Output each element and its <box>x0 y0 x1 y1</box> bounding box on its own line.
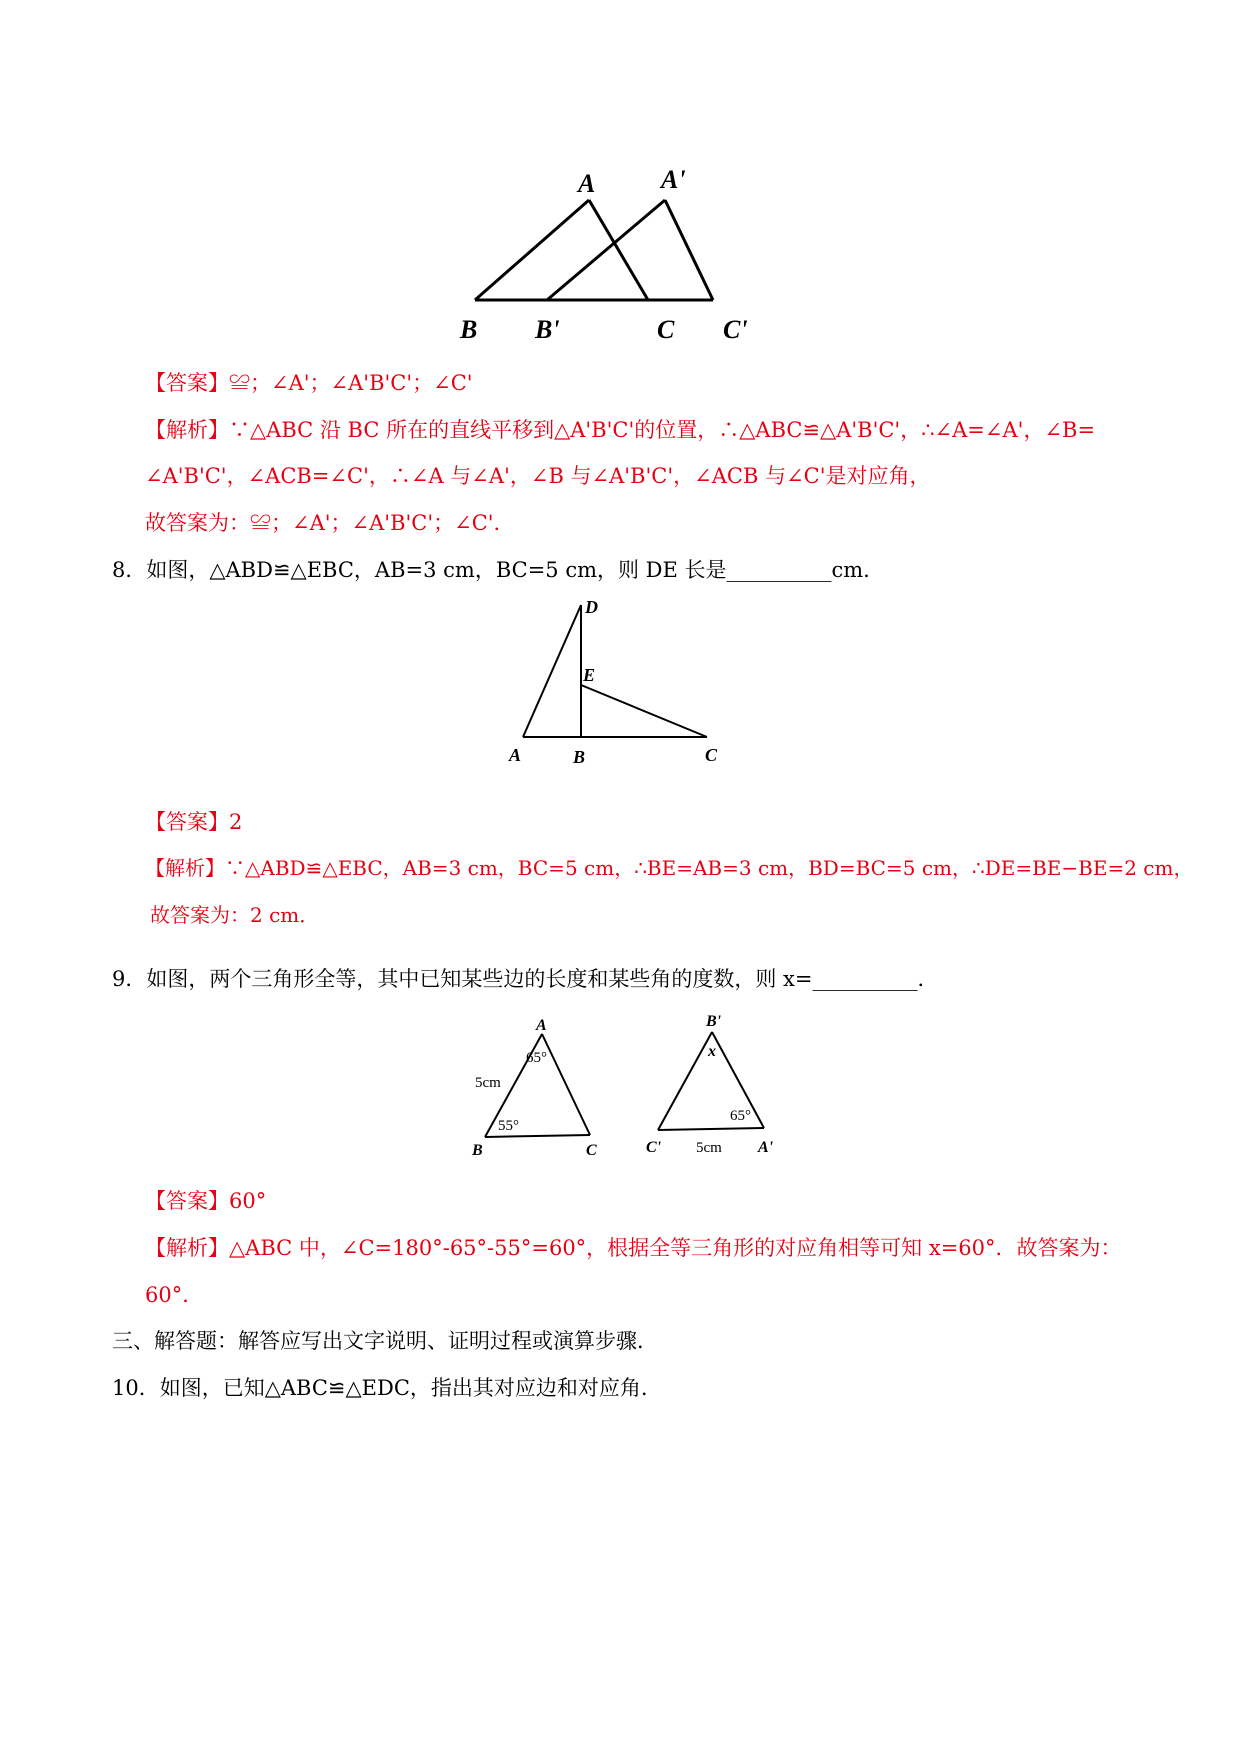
label-A: A <box>509 745 522 765</box>
label-A: A <box>536 1017 547 1034</box>
label-D: D <box>585 597 598 617</box>
q9-analysis-line-1: 【解析】△ABC 中，∠C=180°-65°-55°=60°，根据全等三角形的对应角相等可知 x=60°．故答案为： <box>145 1236 1122 1260</box>
label-B-prime: B' <box>706 1013 722 1030</box>
label-B: B <box>460 315 478 344</box>
q7-figure <box>455 160 775 345</box>
q7-answer: 【答案】≌；∠A'；∠A'B'C'；∠C' <box>145 371 473 395</box>
q7-analysis-line-1: 【解析】∵△ABC 沿 BC 所在的直线平移到△A'B'C'的位置，∴△ABC≌△A'B'C'，∴∠A=∠A'，∠B= <box>145 418 1096 442</box>
angle-x-right: x <box>708 1043 716 1060</box>
q8-figure <box>495 595 735 770</box>
q10-question: 10．如图，已知△ABC≌△EDC，指出其对应边和对应角. <box>112 1376 648 1400</box>
label-C-prime: C' <box>646 1139 662 1156</box>
label-C: C <box>586 1142 597 1159</box>
side-length-left: 5cm <box>475 1075 501 1091</box>
label-C: C <box>657 315 675 344</box>
q7-analysis-line-3: 故答案为：≌；∠A'；∠A'B'C'；∠C'． <box>145 511 515 535</box>
q9-figure <box>460 1012 790 1162</box>
translation-diagram <box>455 160 775 345</box>
angle-55-left: 55° <box>498 1118 519 1134</box>
label-A-prime: A' <box>661 165 686 194</box>
congruent-triangles-angles-diagram <box>460 1012 790 1162</box>
q8-analysis-line-2: 故答案为：2 cm． <box>150 903 320 927</box>
q8-answer: 【答案】2 <box>145 810 243 834</box>
label-B: B <box>573 747 586 767</box>
q8-question: 8．如图，△ABD≌△EBC，AB=3 cm，BC=5 cm，则 DE 长是__________cm． <box>112 558 885 582</box>
q9-answer: 【答案】60° <box>145 1189 267 1213</box>
congruent-triangles-diagram <box>495 595 735 770</box>
side-length-right: 5cm <box>696 1140 722 1156</box>
angle-65-right: 65° <box>730 1108 751 1124</box>
q9-question: 9．如图，两个三角形全等，其中已知某些边的长度和某些角的度数，则 x=__________． <box>112 967 939 991</box>
label-A: A <box>578 169 596 198</box>
label-C: C <box>705 745 718 765</box>
angle-65-left: 65° <box>526 1050 547 1066</box>
q7-analysis-line-2: ∠A'B'C'，∠ACB=∠C'，∴∠A 与∠A'，∠B 与∠A'B'C'，∠ACB 与∠C'是对应角， <box>145 464 931 488</box>
q8-analysis-line-1: 【解析】∵△ABD≌△EBC，AB=3 cm，BC=5 cm，∴BE=AB=3 cm，BD=BC=5 cm，∴DE=BE−BE=2 cm， <box>145 856 1194 880</box>
label-E: E <box>583 665 596 685</box>
label-A-prime: A' <box>758 1139 774 1156</box>
q9-analysis-line-2: 60°． <box>145 1283 204 1307</box>
section-3-title: 三、解答题：解答应写出文字说明、证明过程或演算步骤． <box>112 1329 658 1353</box>
label-B: B <box>472 1142 483 1159</box>
label-C-prime: C' <box>723 315 748 344</box>
label-B-prime: B' <box>535 315 560 344</box>
